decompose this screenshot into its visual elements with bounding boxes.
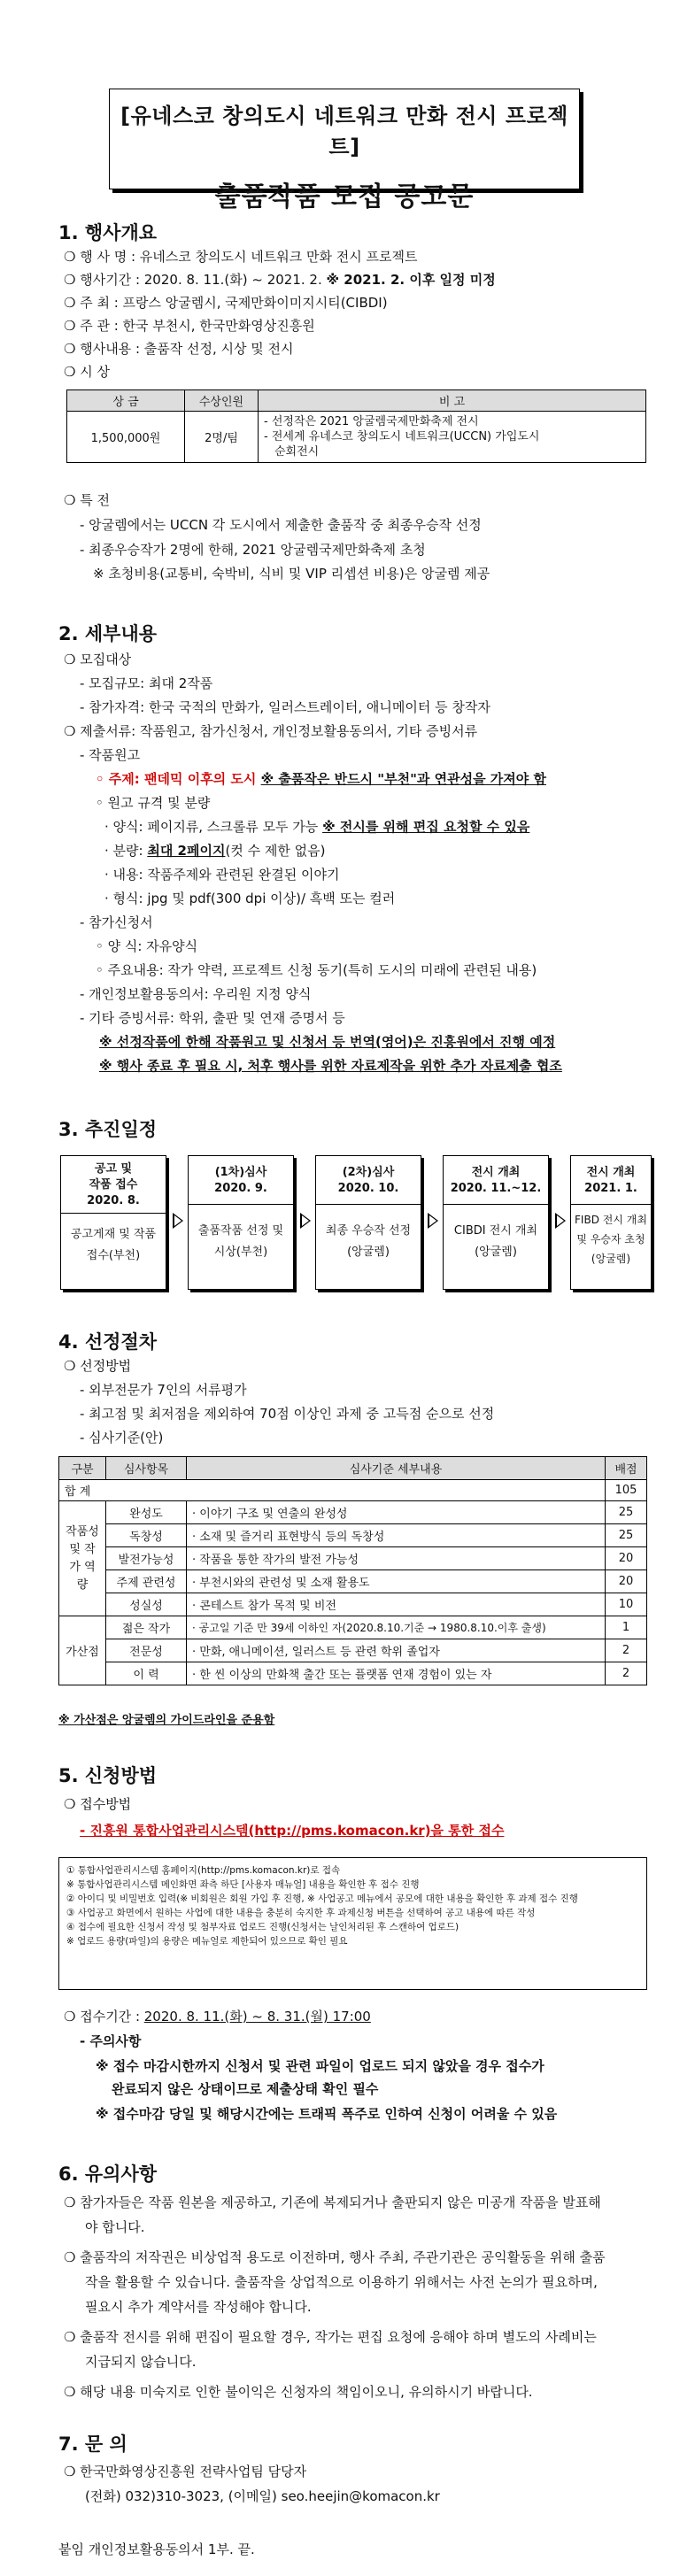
- criteria-item: 전문성: [106, 1639, 187, 1662]
- criteria-detail: · 부천시와의 관련성 및 소재 활용도: [187, 1570, 606, 1593]
- s5-b: [64, 2008, 371, 2025]
- step3-h1: (2차)심사: [342, 1166, 395, 1179]
- s2-topic: ◦ 주제: 팬데믹 이후의 도시: [96, 771, 261, 787]
- arrow-icon: [300, 1213, 311, 1229]
- criteria-score: 2: [606, 1639, 647, 1662]
- title-box: [109, 89, 580, 212]
- s7-a: ❍ 한국만화영상진흥원 전략사업팀 담당자: [64, 2464, 307, 2480]
- s6-p3a: ❍ 출품작 전시를 위해 편집이 필요할 경우, 작가는 편집 요청에 응해야 하며 별도의 사례비는: [64, 2329, 597, 2345]
- criteria-score: 2: [606, 1662, 647, 1685]
- arrow-icon: [555, 1213, 566, 1229]
- criteria-group2: 가산점: [59, 1616, 106, 1685]
- s2-note2: [99, 1057, 562, 1075]
- criteria-th-detail: 심사기준 세부내용: [187, 1457, 606, 1480]
- s2-note2-text: ※ 행사 종료 후 필요 시, 처후 행사를 위한 자료제작을 위한 추가 자료제출 협조: [99, 1058, 562, 1074]
- criteria-detail: · 콘테스트 참가 목적 및 비전: [187, 1593, 606, 1616]
- criteria-score: 1: [606, 1616, 647, 1639]
- criteria-score: 10: [606, 1593, 647, 1616]
- award-th-prize: 상 금: [67, 390, 185, 412]
- s6-p3b: 지급되지 않습니다.: [85, 2354, 197, 2370]
- schedule-step-3: [315, 1155, 421, 1290]
- s4-a3: - 심사기준(안): [80, 1430, 164, 1446]
- s2-b5: [104, 842, 325, 860]
- s6-p2c: 필요시 추가 계약서를 작성해야 합니다.: [85, 2299, 312, 2315]
- s2-b2: [96, 770, 546, 788]
- section6-heading: 6. 유의사항: [58, 2163, 158, 2185]
- step5-b2: 및 우승자 초청: [576, 1233, 645, 1246]
- step5-h1: 전시 개최: [586, 1166, 636, 1179]
- step2-h2: 2020. 9.: [214, 1182, 267, 1195]
- s1-name: ❍ 행 사 명 : 유네스코 창의도시 네트워크 만화 전시 프로젝트: [64, 249, 418, 265]
- schedule-step-1: [60, 1155, 166, 1290]
- award-note: [259, 412, 646, 463]
- step3-h2: 2020. 10.: [337, 1182, 399, 1195]
- procedure-step: ③ 사업공고 화면에서 원하는 사업에 대한 내용을 충분히 숙지한 후 과제신청 버튼을 선택하여 공고 내용에 따른 작성: [66, 1908, 536, 1918]
- criteria-item: 완성도: [106, 1501, 187, 1524]
- s1-sp3: ※ 초청비용(교통비, 숙박비, 식비 및 VIP 리셉션 비용)은 앙굴렘 제공: [93, 566, 490, 582]
- s5-b-label: ❍ 접수기간 :: [64, 2009, 144, 2025]
- criteria-detail: · 공고일 기준 만 39세 이하인 자(2020.8.10.기준 → 1980.8.10.이후 출생): [187, 1616, 606, 1639]
- s1-org: ❍ 주 관 : 한국 부천시, 한국만화영상진흥원: [64, 318, 315, 334]
- s2-b5-label: · 분량:: [104, 843, 148, 859]
- criteria-item: 발전가능성: [106, 1547, 187, 1570]
- award-count: 2명/팀: [185, 412, 259, 463]
- award-table: [66, 389, 646, 463]
- s5-a: ❍ 접수방법: [64, 1796, 132, 1812]
- s1-period: [64, 271, 496, 289]
- step2-b1: 출품작품 선정 및: [197, 1224, 284, 1238]
- s6-p1a: ❍ 참가자들은 작품 원본을 제공하고, 기존에 복제되거나 출판되지 않은 미공개 작품을 발표해: [64, 2194, 601, 2210]
- footer-attachment: 붙임 개인정보활용동의서 1부. 끝.: [58, 2541, 255, 2557]
- step2-b2: 시상(부천): [213, 1246, 268, 1259]
- title-line1: [유네스코 창의도시 네트워크 만화 전시 프로젝트]: [120, 104, 568, 159]
- section3-heading: 3. 추진일정: [58, 1119, 158, 1140]
- step4-b1: CIBDI 전시 개최: [453, 1224, 538, 1238]
- s1-award: ❍ 시 상: [64, 364, 110, 380]
- s2-b1: - 작품원고: [80, 747, 141, 763]
- s2-b5-value: 최대 2페이지: [147, 843, 226, 859]
- criteria-score: 25: [606, 1501, 647, 1524]
- step1-h3: 2020. 8.: [87, 1194, 140, 1207]
- criteria-detail: · 만화, 애니메이션, 일러스트 등 관련 학위 졸업자: [187, 1639, 606, 1662]
- s5-c2: ※ 접수마감 당일 및 해당시간에는 트래픽 폭주로 인하여 신청이 어려울 수 있음: [96, 2106, 558, 2122]
- award-prize: 1,500,000원: [67, 412, 185, 463]
- procedure-step: ① 통합사업관리시스템 홈페이지(http://pms.komacon.kr)로 접속: [66, 1865, 341, 1876]
- criteria-item: 이 력: [106, 1662, 187, 1685]
- s5-a1-text: - 진흥원 통합사업관리시스템(http://pms.komacon.kr)을 통한 접수: [80, 1823, 505, 1839]
- step4-h2: 2020. 11.~12.: [450, 1182, 542, 1195]
- procedure-box: [58, 1857, 647, 1990]
- step3-b1: 최종 우승작 선정: [325, 1224, 412, 1238]
- criteria-detail: · 한 씬 이상의 만화책 출간 또는 플랫폼 연재 경험이 있는 자: [187, 1662, 606, 1685]
- step1-h1: 공고 및: [94, 1162, 133, 1176]
- step1-h2: 작품 접수: [89, 1178, 138, 1192]
- award-note-3: 순회전시: [274, 445, 320, 459]
- award-th-count: 수상인원: [185, 390, 259, 412]
- s1-period-note: ※ 2021. 2. 이후 일정 미정: [326, 272, 496, 288]
- s2-a: ❍ 모집대상: [64, 652, 132, 667]
- s2-b5-note: (컷 수 제한 없음): [225, 843, 326, 859]
- step4-h1: 전시 개최: [471, 1166, 521, 1179]
- schedule-step-2: [188, 1155, 294, 1290]
- criteria-detail: · 이야기 구조 및 연출의 완성성: [187, 1501, 606, 1524]
- s2-topic-note: ※ 출품작은 반드시 "부천"과 연관성을 가져야 함: [260, 771, 546, 787]
- step2-h1: (1차)심사: [214, 1166, 267, 1179]
- s2-b7: · 형식: jpg 및 pdf(300 dpi 이상)/ 흑백 또는 컬러: [104, 891, 396, 906]
- s2-c5: - 기타 증빙서류: 학위, 출판 및 연재 증명서 등: [80, 1010, 345, 1026]
- s2-c4: - 개인정보활용동의서: 우리원 지정 양식: [80, 986, 312, 1002]
- award-note-1: - 선정작은 2021 앙굴렘국제만화축제 전시: [264, 415, 479, 428]
- s2-note1-text: ※ 선정작품에 한해 작품원고 및 신청서 등 번역(영어)은 진흥원에서 진행 예정: [99, 1034, 556, 1050]
- criteria-score: 25: [606, 1524, 647, 1547]
- criteria-total-label: 합 계: [59, 1480, 606, 1501]
- criteria-group1: 작품성 및 작가 역량: [59, 1501, 106, 1616]
- title-line2: 출품작품 모집 공고문: [214, 181, 475, 212]
- criteria-detail: · 작품을 통한 작가의 발전 가능성: [187, 1547, 606, 1570]
- s1-content: ❍ 행사내용 : 출품작 선정, 시상 및 전시: [64, 341, 294, 357]
- s2-b: ❍ 제출서류: 작품원고, 참가신청서, 개인정보활용동의서, 기타 증빙서류: [64, 723, 478, 739]
- arrow-icon: [173, 1213, 183, 1229]
- step5-b3: (앙굴렘): [591, 1253, 631, 1265]
- s4-a2: - 최고점 및 최저점을 제외하여 70점 이상인 과제 중 고득점 순으로 선정: [80, 1406, 495, 1422]
- award-note-2: - 전세계 유네스코 창의도시 네트워크(UCCN) 가입도시: [264, 430, 540, 443]
- award-th-note: 비 고: [259, 390, 646, 412]
- s1-period-text: ❍ 행사기간 : 2020. 8. 11.(화) ~ 2021. 2.: [64, 272, 327, 288]
- s2-b6: · 내용: 작품주제와 관련된 완결된 이야기: [104, 867, 340, 883]
- s2-a2: - 참가자격: 한국 국적의 만화가, 일러스트레이터, 애니메이터 등 창작자: [80, 699, 490, 715]
- section4-heading: 4. 선정절차: [58, 1331, 158, 1353]
- s2-a1: - 모집규모: 최대 2작품: [80, 675, 213, 691]
- s1-special: ❍ 특 전: [64, 492, 110, 508]
- section1-heading: 1. 행사개요: [58, 222, 158, 243]
- s1-sp1: - 앙굴렘에서는 UCCN 각 도시에서 제출한 출품작 중 최종우승작 선정: [80, 517, 482, 533]
- s2-b3: ◦ 원고 규격 및 분량: [96, 795, 211, 811]
- s6-p1b: 야 합니다.: [85, 2219, 145, 2235]
- s7-a1: (전화) 032)310-3023, (이메일) seo.heejin@komacon.kr: [85, 2488, 440, 2504]
- schedule-step-4: [443, 1155, 549, 1290]
- arrow-icon: [428, 1213, 438, 1229]
- procedure-step: ② 아이디 및 비밀번호 입력(※ 비회원은 회원 가입 후 진행, ※ 사업공고 메뉴에서 공모에 대한 내용을 확인한 후 과제 접수 진행: [66, 1893, 578, 1904]
- s5-c1b: 완료되지 않은 상태이므로 제출상태 확인 필수: [112, 2081, 379, 2097]
- criteria-item: 독창성: [106, 1524, 187, 1547]
- procedure-step: ※ 업로드 용량(파일)의 용량은 메뉴얼로 제한되어 있으므로 확인 필요: [66, 1936, 348, 1947]
- s4-a1: - 외부전문가 7인의 서류평가: [80, 1382, 247, 1398]
- s2-b4-note: ※ 전시를 위해 편집 요청할 수 있음: [322, 819, 530, 835]
- procedure-step: ※ 통합사업관리시스템 메인화면 좌측 하단 [사용자 매뉴얼] 내용을 확인한 후 접수 진행: [66, 1879, 420, 1890]
- s6-p2b: 작을 활용할 수 있습니다. 출품작을 상업적으로 이용하기 위해서는 사전 논의가 필요하며,: [85, 2274, 598, 2290]
- s5-c: - 주의사항: [80, 2033, 142, 2049]
- s4-a: ❍ 선정방법: [64, 1358, 132, 1374]
- step1-b2: 접수(부천): [86, 1249, 141, 1262]
- criteria-th-score: 배점: [606, 1457, 647, 1480]
- criteria-th-item: 심사항목: [106, 1457, 187, 1480]
- s5-b-value: 2020. 8. 11.(화) ~ 8. 31.(월) 17:00: [143, 2009, 371, 2025]
- s2-c1: - 참가신청서: [80, 914, 153, 930]
- s4-note-text: ※ 가산점은 앙굴렘의 가이드라인을 준용함: [58, 1714, 275, 1727]
- criteria-score: 20: [606, 1570, 647, 1593]
- criteria-score: 20: [606, 1547, 647, 1570]
- s2-c3: ◦ 주요내용: 작가 약력, 프로젝트 신청 동기(특히 도시의 미래에 관련된 내용): [96, 962, 537, 978]
- step5-h2: 2021. 1.: [584, 1182, 637, 1195]
- criteria-total-score: 105: [606, 1480, 647, 1501]
- s1-sp2: - 최종우승작가 2명에 한해, 2021 앙굴렘국제만화축제 초청: [80, 542, 426, 558]
- criteria-item: 주제 관련성: [106, 1570, 187, 1593]
- step1-b1: 공고게재 및 작품: [70, 1228, 157, 1241]
- criteria-item: 젊은 작가: [106, 1616, 187, 1639]
- s2-c2: ◦ 양 식: 자유양식: [96, 938, 198, 954]
- s1-host: ❍ 주 최 : 프랑스 앙굴렘시, 국제만화이미지시티(CIBDI): [64, 295, 388, 311]
- s5-a1: [80, 1822, 504, 1839]
- s2-note1: [99, 1033, 555, 1051]
- criteria-th-group: 구분: [59, 1457, 106, 1480]
- section2-heading: 2. 세부내용: [58, 623, 158, 644]
- s2-b4-text: · 양식: 페이지류, 스크롤류 모두 가능: [104, 819, 323, 835]
- step5-b1: FIBD 전시 개최: [575, 1214, 647, 1226]
- section5-heading: 5. 신청방법: [58, 1765, 158, 1786]
- s5-c1: ※ 접수 마감시한까지 신청서 및 관련 파일이 업로드 되지 않았을 경우 접수가: [96, 2058, 544, 2074]
- s6-p2a: ❍ 출품작의 저작권은 비상업적 용도로 이전하며, 행사 주최, 주관기관은 공익활동을 위해 출품: [64, 2249, 606, 2265]
- s6-p4: ❍ 해당 내용 미숙지로 인한 불이익은 신청자의 책임이오니, 유의하시기 바랍니다.: [64, 2384, 533, 2400]
- s4-note: [58, 1712, 274, 1730]
- s2-b4: [104, 818, 529, 836]
- section7-heading: 7. 문 의: [58, 2433, 127, 2455]
- procedure-step: ④ 접수에 필요한 신청서 작성 및 첨부자료 업로드 진행(신청서는 날인처리된 후 스캔하여 업로드): [66, 1922, 459, 1932]
- step4-b2: (앙굴렘): [475, 1246, 517, 1259]
- criteria-detail: · 소재 및 즐거리 표현방식 등의 독창성: [187, 1524, 606, 1547]
- criteria-table: [58, 1456, 647, 1685]
- criteria-item: 성실성: [106, 1593, 187, 1616]
- schedule-step-5: [570, 1155, 652, 1290]
- step3-b2: (앙굴렘): [347, 1246, 390, 1259]
